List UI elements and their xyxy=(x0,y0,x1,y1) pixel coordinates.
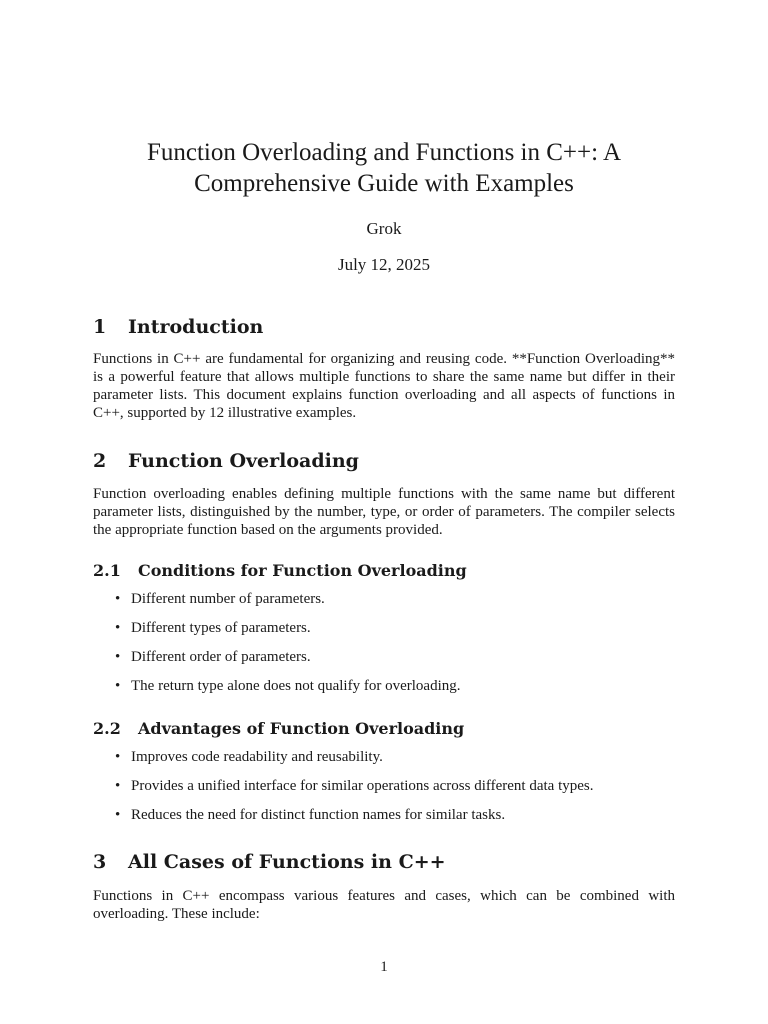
list-item-text: Provides a unified interface for similar operations across different data types. xyxy=(131,778,594,794)
list-item-text: Different order of parameters. xyxy=(131,649,311,665)
bullet-icon: • xyxy=(115,591,121,607)
section-3-number: 3 xyxy=(93,851,107,873)
subsection-2-2-number: 2.2 xyxy=(93,719,121,738)
list-item xyxy=(93,777,675,806)
section-1-paragraph: Functions in C++ are fundamental for organizing and reusing code. **Function Overloading** is a powerful feature that allows multiple functions to share the same name but differ in their parameter lists. This document explains function overloading and all aspects of functions in C++, supported by 12 illustrative examples. xyxy=(93,351,675,421)
list-item xyxy=(93,619,675,648)
bullet-icon: • xyxy=(115,749,121,765)
section-1-title: Introduction xyxy=(128,316,264,338)
section-1-number: 1 xyxy=(93,316,107,338)
list-item-text: Different number of parameters. xyxy=(131,591,325,607)
document-page xyxy=(93,0,675,1024)
document-author: Grok xyxy=(366,219,402,238)
subsection-2-1-title: Conditions for Function Overloading xyxy=(138,561,467,580)
document-date: July 12, 2025 xyxy=(337,255,431,274)
bullet-icon: • xyxy=(115,678,121,694)
list-item-text: Improves code readability and reusability. xyxy=(131,749,383,765)
list-item xyxy=(93,648,675,677)
bullet-icon: • xyxy=(115,778,121,794)
section-3-title: All Cases of Functions in C++ xyxy=(128,851,446,873)
list-item xyxy=(93,677,675,706)
section-3-paragraph: Functions in C++ encompass various features and cases, which can be combined with overloading. These include: xyxy=(93,888,675,922)
section-1-heading xyxy=(93,315,263,339)
subsection-2-2-title: Advantages of Function Overloading xyxy=(138,719,465,738)
subsection-2-1-number: 2.1 xyxy=(93,561,121,580)
list-item xyxy=(93,590,675,619)
section-2-title: Function Overloading xyxy=(128,450,359,472)
bullet-icon: • xyxy=(115,620,121,636)
section-2-number: 2 xyxy=(93,450,107,472)
bullet-icon: • xyxy=(115,807,121,823)
list-item-text: The return type alone does not qualify for overloading. xyxy=(131,678,461,694)
list-item xyxy=(93,748,675,777)
list-item-text: Reduces the need for distinct function names for similar tasks. xyxy=(131,807,506,823)
subsection-2-1-list xyxy=(93,590,675,706)
section-2-heading xyxy=(93,449,359,473)
list-item xyxy=(93,806,675,835)
section-2-paragraph: Function overloading enables defining multiple functions with the same name but different parameter lists, distinguished by the number, type, or order of parameters. The compiler selects the appropriate function based on the arguments provided. xyxy=(93,486,675,538)
section-3-heading xyxy=(93,850,446,874)
subsection-2-2-list xyxy=(93,748,675,835)
bullet-icon: • xyxy=(115,649,121,665)
document-title: Function Overloading and Functions in C++: A Comprehensive Guide with Examples xyxy=(146,139,621,197)
subsection-2-1-heading xyxy=(93,561,467,581)
list-item-text: Different types of parameters. xyxy=(131,620,311,636)
page-number: 1 xyxy=(380,959,388,975)
subsection-2-2-heading xyxy=(93,719,464,739)
